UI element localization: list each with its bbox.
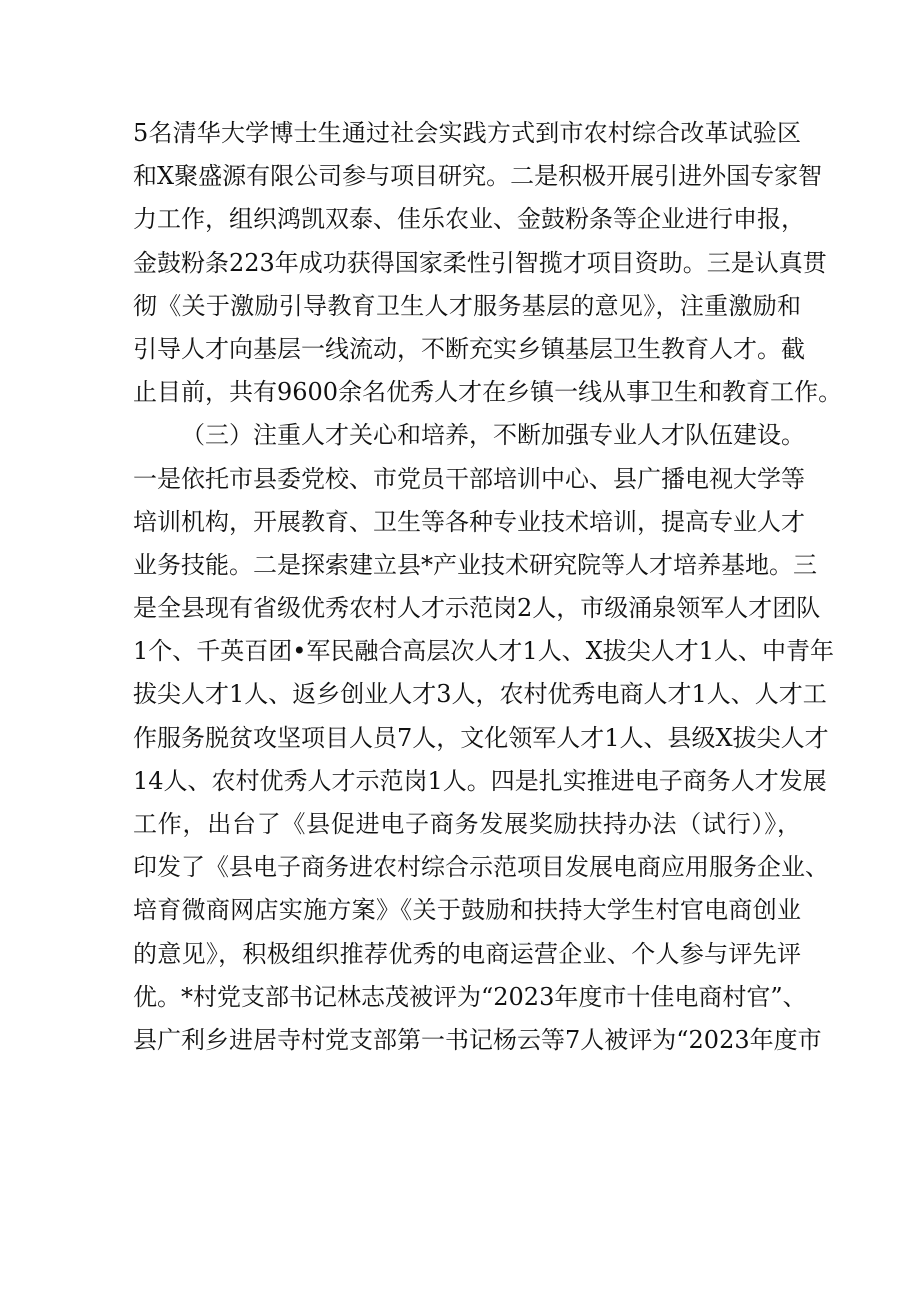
body-line: 彻《关于激励引导教育卫生人才服务基层的意见》，注重激励和	[133, 291, 801, 320]
body-line: 力工作，组织鸿凯双泰、佳乐农业、金鼓粉条等企业进行申报，	[133, 205, 805, 234]
body-line: 培训机构，开展教育、卫生等各种专业技术培训，提高专业人才	[133, 507, 805, 536]
body-line: 止目前，共有9600余名优秀人才在乡镇一线从事卫生和教育工作。	[133, 378, 843, 407]
body-line: 5名清华大学博士生通过社会实践方式到市农村综合改革试验区	[133, 119, 801, 147]
body-line: 金鼓粉条223年成功获得国家柔性引智揽才项目资助。三是认真贯	[133, 248, 827, 277]
body-line: 1个、千英百团•军民融合高层次人才1人、X拔尖人才1人、中青年	[133, 637, 835, 666]
body-line: 拔尖人才1人、返乡创业人才3人，农村优秀电商人才1人、人才工	[133, 680, 827, 709]
body-line: 印发了《县电子商务进农村综合示范项目发展电商应用服务企业、	[133, 853, 829, 882]
body-line: 作服务脱贫攻坚项目人员7人，文化领军人才1人、县级X拔尖人才	[133, 723, 829, 752]
body-line: 业务技能。二是探索建立县*产业技术研究院等人才培养基地。三	[133, 550, 817, 579]
body-line: 培育微商网店实施方案》《关于鼓励和扶持大学生村官电商创业	[133, 896, 801, 925]
body-line: 优。*村党支部书记林志茂被评为“2023年度市十佳电商村官”、	[133, 982, 807, 1011]
body-line: 是全县现有省级优秀农村人才示范岗2人，市级涌泉领军人才团队	[133, 594, 821, 623]
body-line: 一是依托市县委党校、市党员干部培训中心、县广播电视大学等	[133, 464, 805, 493]
document-body	[133, 112, 843, 1062]
body-line: 的意见》，积极组织推荐优秀的电商运营企业、个人参与评先评	[133, 939, 801, 968]
body-line: 县广利乡进居寺村党支部第一书记杨云等7人被评为“2023年度市	[133, 1025, 822, 1054]
body-line: 和X聚盛源有限公司参与项目研究。二是积极开展引进外国专家智	[133, 162, 823, 191]
body-line: 引导人才向基层一线流动，不断充实乡镇基层卫生教育人才。截	[133, 334, 805, 363]
body-line: 14人、农村优秀人才示范岗1人。四是扎实推进电子商务人才发展	[133, 766, 827, 795]
section-heading: （三）注重人才关心和培养，不断加强专业人才队伍建设。	[181, 421, 805, 450]
body-line: 工作，出台了《县促进电子商务发展奖励扶持办法（试行）》，	[133, 810, 801, 838]
